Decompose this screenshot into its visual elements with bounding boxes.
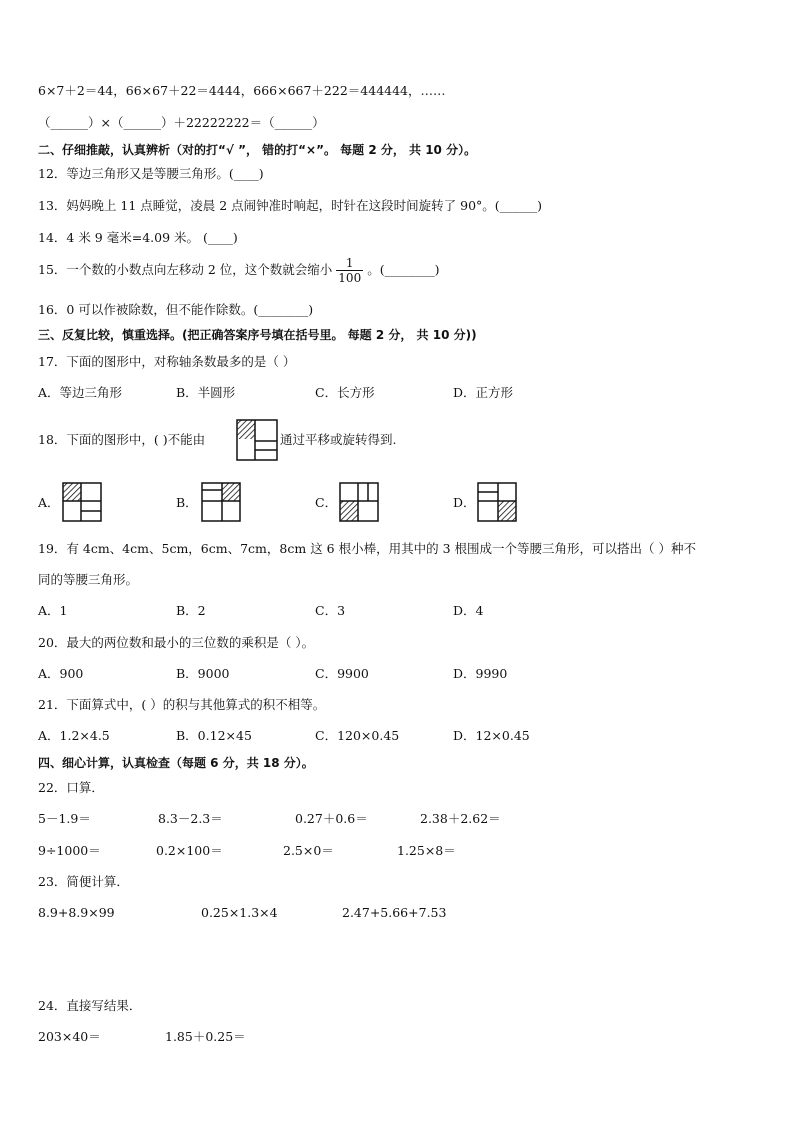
pattern-blank-line: （______）×（______）＋22222222＝（______） [38, 115, 325, 130]
question-15-text: 15．一个数的小数点向左移动 2 位，这个数就会缩小 [38, 262, 333, 277]
q17-option-b: B．半圆形 [176, 385, 236, 400]
question-18-text: 18．下面的图形中，( )不能由 [38, 432, 206, 447]
q19-option-b: B．2 [176, 603, 206, 618]
fraction-one-hundredth [336, 256, 363, 285]
q24-item-1: 203×40＝ [38, 1029, 101, 1044]
q17-option-c: C．长方形 [315, 385, 375, 400]
q22-item-4: 2.38＋2.62＝ [420, 811, 501, 826]
q22-item-7: 2.5×0＝ [283, 843, 334, 858]
q19-option-c: C．3 [315, 603, 346, 618]
q22-item-2: 8.3－2.3＝ [158, 811, 223, 826]
q20-option-a: A．900 [38, 666, 84, 681]
question-16: 16．0 可以作被除数，但不能作除数。(________) [38, 302, 314, 317]
q21-option-d: D．12×0.45 [453, 728, 530, 743]
q22-item-3: 0.27＋0.6＝ [295, 811, 368, 826]
question-17: 17．下面的图形中，对称轴条数最多的是（ ） [38, 354, 296, 369]
question-22: 22．口算． [38, 780, 104, 795]
q18-reference-figure [236, 419, 278, 461]
q21-option-c: C．120×0.45 [315, 728, 400, 743]
q17-option-d: D．正方形 [453, 385, 514, 400]
q20-option-c: C．9900 [315, 666, 369, 681]
q22-item-8: 1.25×8＝ [397, 843, 456, 858]
question-13: 13．妈妈晚上 11 点睡觉，凌晨 2 点闹钟准时响起，时针在这段时间旋转了 90°。(______) [38, 198, 543, 213]
q22-item-6: 0.2×100＝ [156, 843, 223, 858]
q18-option-c-figure [339, 482, 379, 522]
q18-option-b-figure [201, 482, 241, 522]
section-3-heading: 三、反复比较，慎重选择。(把正确答案序号填在括号里。 每题 2 分， 共 10 分)) [38, 328, 477, 342]
q21-option-b: B．0.12×45 [176, 728, 252, 743]
q22-item-5: 9÷1000＝ [38, 843, 101, 858]
q18-option-a-figure [62, 482, 102, 522]
q22-item-1: 5－1.9＝ [38, 811, 91, 826]
q17-option-a: A．等边三角形 [38, 385, 123, 400]
q18-option-d-figure [477, 482, 517, 522]
question-19: 19．有 4cm、4cm、5cm，6cm、7cm，8cm 这 6 根小棒，用其中的 3 根围成一个等腰三角形，可以搭出（ ）种不 [38, 541, 696, 556]
q21-option-a: A．1.2×4.5 [38, 728, 110, 743]
question-20: 20．最大的两位数和最小的三位数的乘积是（ ）。 [38, 635, 315, 650]
question-12: 12．等边三角形又是等腰三角形。(____) [38, 166, 264, 181]
q19-option-a: A．1 [38, 603, 68, 618]
q20-option-d: D．9990 [453, 666, 508, 681]
question-15 [38, 256, 439, 285]
q23-item-3: 2.47+5.66+7.53 [342, 905, 447, 920]
question-24: 24．直接写结果． [38, 998, 142, 1013]
question-21: 21．下面算式中，( ）的积与其他算式的积不相等。 [38, 697, 326, 712]
fraction-denominator: 100 [338, 271, 362, 285]
q18-option-b: B． [176, 495, 198, 510]
section-4-heading: 四、细心计算，认真检查（每题 6 分，共 18 分）。 [38, 756, 314, 770]
question-15-blank: 。(________) [367, 262, 440, 277]
q18-option-d: D． [453, 495, 476, 510]
pattern-line: 6×7＋2＝44，66×67＋22＝4444，666×667＋222＝444444，…… [38, 83, 446, 98]
q23-item-1: 8.9+8.9×99 [38, 905, 115, 920]
question-19-continued: 同的等腰三角形。 [38, 572, 139, 587]
q24-item-2: 1.85＋0.25＝ [165, 1029, 246, 1044]
section-2-heading: 二、仔细推敲，认真辨析（对的打“√ ”， 错的打“×”。 每题 2 分， 共 10 分）。 [38, 143, 477, 157]
question-23: 23．简便计算． [38, 874, 129, 889]
question-18-text-end: 通过平移或旋转得到. [280, 432, 397, 447]
q18-option-a: A． [38, 495, 60, 510]
q23-item-2: 0.25×1.3×4 [201, 905, 278, 920]
question-14: 14．4 米 9 毫米=4.09 米。 (____) [38, 230, 238, 245]
fraction-numerator: 1 [336, 256, 363, 271]
q20-option-b: B．9000 [176, 666, 230, 681]
q18-option-c: C． [315, 495, 338, 510]
q19-option-d: D．4 [453, 603, 484, 618]
